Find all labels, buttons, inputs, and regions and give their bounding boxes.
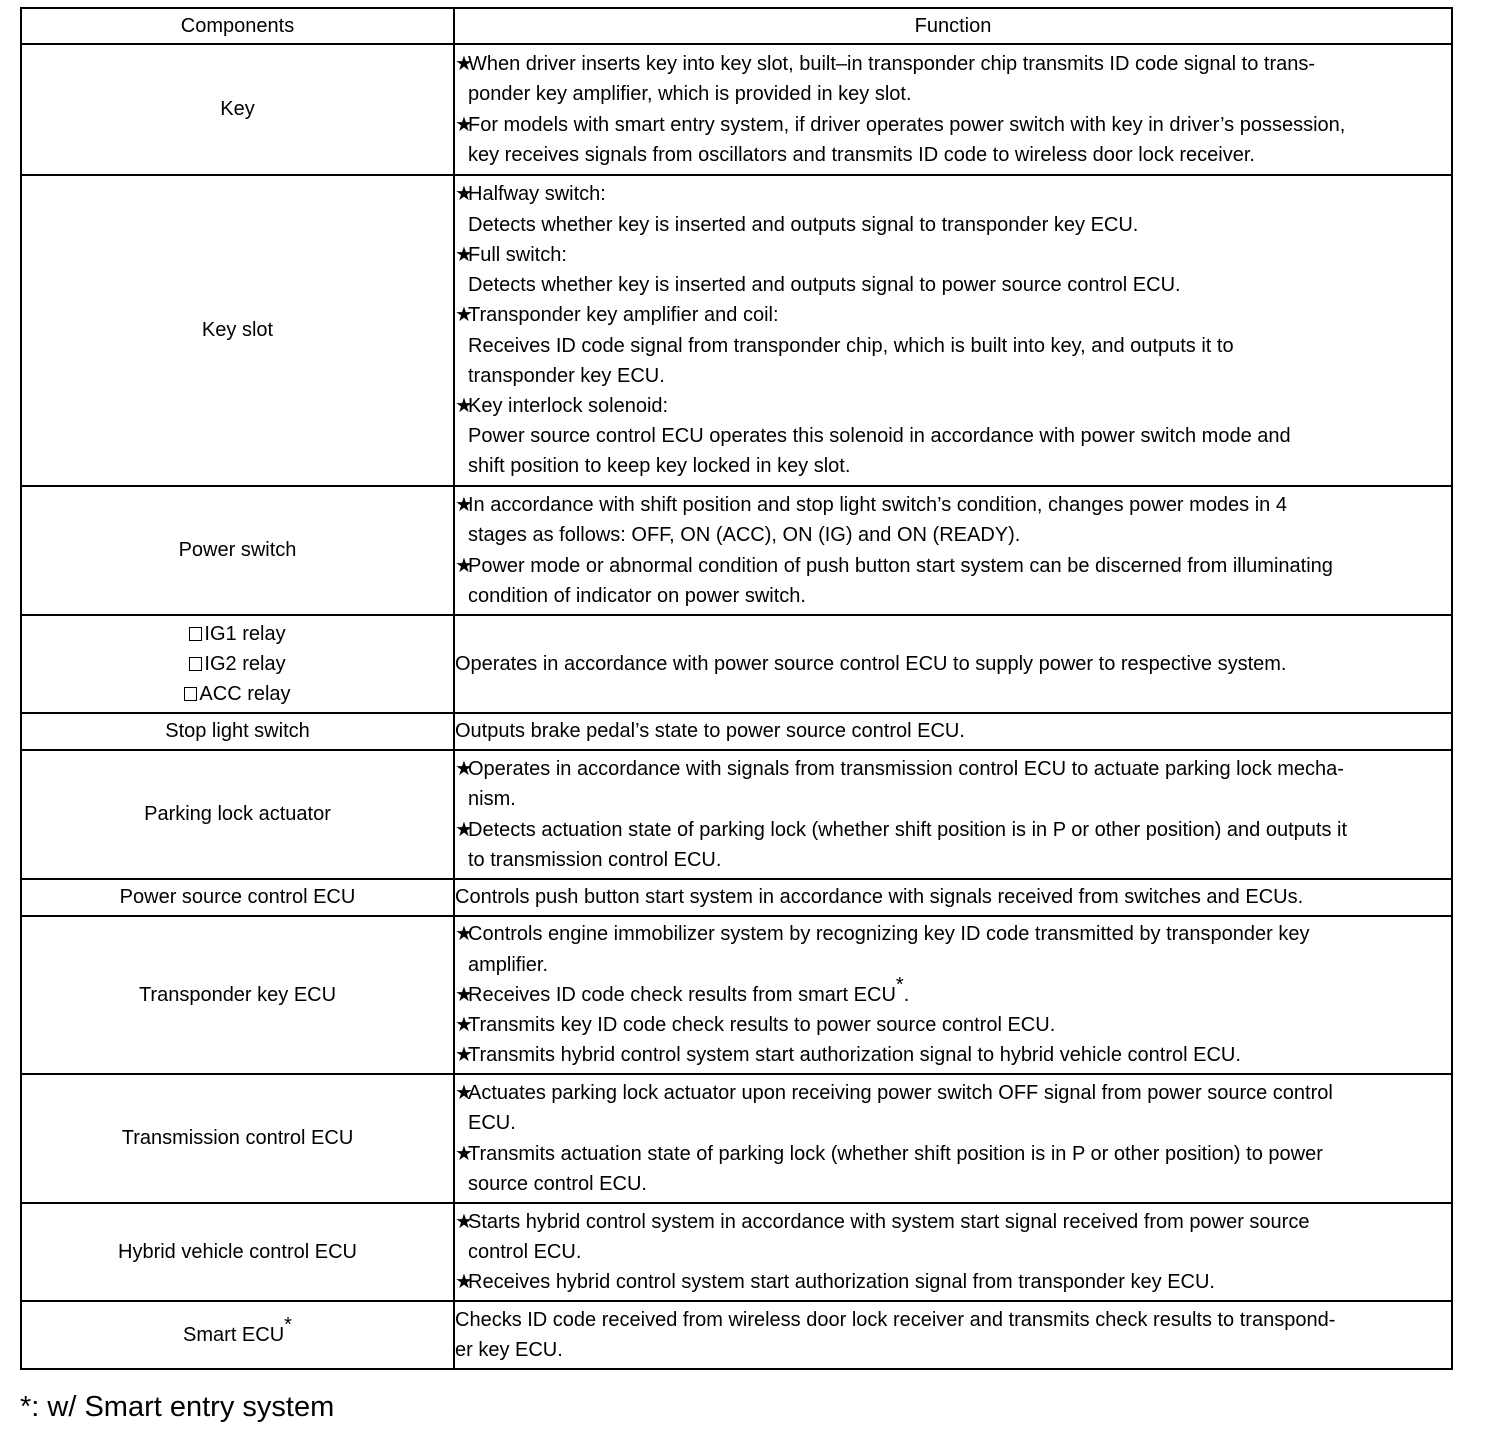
star-bullet-icon: ★ — [455, 1014, 473, 1037]
function-text: Transmits key ID code check results to power source control ECU. — [468, 1014, 1056, 1037]
function-item — [455, 974, 1451, 1010]
function-item — [455, 1267, 1451, 1297]
relay-label: IG1 relay — [204, 622, 286, 645]
star-bullet-icon: ★ — [455, 923, 473, 946]
relay-label: ACC relay — [199, 683, 291, 706]
relay-item — [22, 679, 453, 709]
footnote-asterisk: * — [895, 974, 904, 997]
component-cell: Key — [21, 44, 454, 175]
function-text: In accordance with shift position and stop light switch’s condition, changes power modes in 4 stages as follows: OFF, ON (ACC), ON (IG) and ON (READY). — [468, 494, 1287, 547]
table-row — [21, 486, 1452, 615]
function-cell — [454, 1203, 1452, 1301]
star-bullet-icon: ★ — [455, 1142, 473, 1165]
function-item — [455, 754, 1451, 814]
function-text: For models with smart entry system, if driver operates power switch with key in driver’s possession, key receives signals from oscillators and transmits ID code to wireless door lock receiver. — [468, 113, 1346, 166]
relay-item — [22, 619, 453, 649]
function-item-title: Key interlock solenoid: — [468, 394, 669, 417]
table-row — [21, 879, 1452, 916]
function-text: Transmits hybrid control system start authorization signal to hybrid vehicle control ECU. — [468, 1044, 1241, 1067]
table-header-row — [21, 8, 1452, 44]
star-bullet-icon: ★ — [455, 1210, 473, 1233]
component-cell — [21, 1301, 454, 1369]
table-row — [21, 175, 1452, 486]
function-item-detail: Detects whether key is inserted and outputs signal to transponder key ECU. — [468, 213, 1139, 236]
star-bullet-icon: ★ — [455, 394, 473, 417]
function-item-title: Halfway switch: — [468, 183, 606, 206]
function-item — [455, 300, 1451, 330]
table-row — [21, 750, 1452, 879]
function-text-suffix: . — [903, 983, 910, 1006]
function-item — [455, 1040, 1451, 1070]
star-bullet-icon: ★ — [455, 818, 473, 841]
function-item — [455, 110, 1451, 170]
function-cell — [454, 486, 1452, 615]
footnote: *: w/ Smart entry system — [20, 1391, 335, 1423]
function-cell — [454, 879, 1452, 916]
function-item — [455, 391, 1451, 421]
components-function-table — [20, 7, 1453, 1370]
function-cell — [454, 175, 1452, 486]
star-bullet-icon: ★ — [455, 304, 473, 327]
column-header-function: Function — [454, 8, 1452, 44]
function-cell — [454, 713, 1452, 750]
component-cell: Power switch — [21, 486, 454, 615]
function-cell — [454, 615, 1452, 713]
function-text: Controls push button start system in accordance with signals received from switches and ECUs. — [455, 886, 1304, 909]
component-cell: Parking lock actuator — [21, 750, 454, 879]
star-bullet-icon: ★ — [455, 1044, 473, 1067]
function-item-detail: Power source control ECU operates this solenoid in accordance with power switch mode and shift position to keep key locked in key slot. — [468, 425, 1291, 478]
component-label: Smart ECU — [183, 1323, 285, 1346]
function-text: Controls engine immobilizer system by recognizing key ID code transmitted by transponder key amplifier. — [468, 923, 1310, 976]
function-item — [455, 1139, 1451, 1199]
star-bullet-icon: ★ — [455, 183, 473, 206]
function-item — [455, 551, 1451, 611]
function-text: When driver inserts key into key slot, built–in transponder chip transmits ID code signal to trans- ponder key amplifier, which is provided in key slot. — [468, 53, 1316, 106]
function-cell — [454, 1301, 1452, 1369]
relay-label: IG2 relay — [204, 652, 286, 675]
footnote-asterisk: * — [284, 1314, 292, 1337]
star-bullet-icon: ★ — [455, 113, 473, 136]
function-text: Operates in accordance with signals from transmission control ECU to actuate parking lock mecha- nism. — [468, 758, 1344, 811]
function-text: Checks ID code received from wireless door lock receiver and transmits check results to transpond- er key ECU. — [455, 1308, 1336, 1361]
function-item — [455, 1010, 1451, 1040]
function-text: Outputs brake pedal’s state to power source control ECU. — [455, 720, 965, 743]
table-row — [21, 713, 1452, 750]
table-row — [21, 916, 1452, 1074]
function-item-detail: Receives ID code signal from transponder chip, which is built into key, and outputs it to transponder key ECU. — [468, 334, 1234, 387]
component-cell: Stop light switch — [21, 713, 454, 750]
checkbox-square-icon — [184, 687, 197, 701]
function-item — [455, 1078, 1451, 1138]
component-cell: Hybrid vehicle control ECU — [21, 1203, 454, 1301]
function-item-title: Transponder key amplifier and coil: — [468, 304, 779, 327]
table-row — [21, 1074, 1452, 1203]
function-item-detail: Detects whether key is inserted and outputs signal to power source control ECU. — [468, 274, 1181, 297]
star-bullet-icon: ★ — [455, 53, 473, 76]
table-row — [21, 44, 1452, 175]
function-item — [455, 179, 1451, 209]
component-cell: Power source control ECU — [21, 879, 454, 916]
table-row — [21, 1301, 1452, 1369]
star-bullet-icon: ★ — [455, 1082, 473, 1105]
function-item — [455, 919, 1451, 979]
function-item — [455, 49, 1451, 109]
checkbox-square-icon — [189, 657, 202, 671]
function-text: Starts hybrid control system in accordance with system start signal received from power source control ECU. — [468, 1210, 1310, 1263]
function-text: Operates in accordance with power source control ECU to supply power to respective system. — [455, 652, 1287, 675]
function-text: Transmits actuation state of parking lock (whether shift position is in P or other position) to power source control ECU. — [468, 1142, 1323, 1195]
function-text: Actuates parking lock actuator upon receiving power switch OFF signal from power source control ECU. — [468, 1082, 1333, 1135]
table-row — [21, 1203, 1452, 1301]
function-text: Receives hybrid control system start authorization signal from transponder key ECU. — [468, 1271, 1215, 1294]
star-bullet-icon: ★ — [455, 983, 473, 1006]
function-cell — [454, 916, 1452, 1074]
function-cell — [454, 750, 1452, 879]
checkbox-square-icon — [189, 627, 202, 641]
function-item — [455, 240, 1451, 270]
function-text: Power mode or abnormal condition of push button start system can be discerned from illuminating condition of indicator on power switch. — [468, 554, 1333, 607]
component-cell — [21, 615, 454, 713]
column-header-components: Components — [21, 8, 454, 44]
star-bullet-icon: ★ — [455, 243, 473, 266]
star-bullet-icon: ★ — [455, 758, 473, 781]
star-bullet-icon: ★ — [455, 1271, 473, 1294]
function-text: Detects actuation state of parking lock (whether shift position is in P or other position) and outputs it to transmission control ECU. — [468, 818, 1347, 871]
function-cell — [454, 44, 1452, 175]
function-item-title: Full switch: — [468, 243, 567, 266]
component-cell: Transponder key ECU — [21, 916, 454, 1074]
component-cell: Key slot — [21, 175, 454, 486]
function-item — [455, 1207, 1451, 1267]
component-cell: Transmission control ECU — [21, 1074, 454, 1203]
function-item — [455, 490, 1451, 550]
star-bullet-icon: ★ — [455, 554, 473, 577]
function-cell — [454, 1074, 1452, 1203]
function-text: Receives ID code check results from smart ECU — [468, 983, 896, 1006]
function-item — [455, 815, 1451, 875]
table-row — [21, 615, 1452, 713]
relay-item — [22, 649, 453, 679]
star-bullet-icon: ★ — [455, 494, 473, 517]
